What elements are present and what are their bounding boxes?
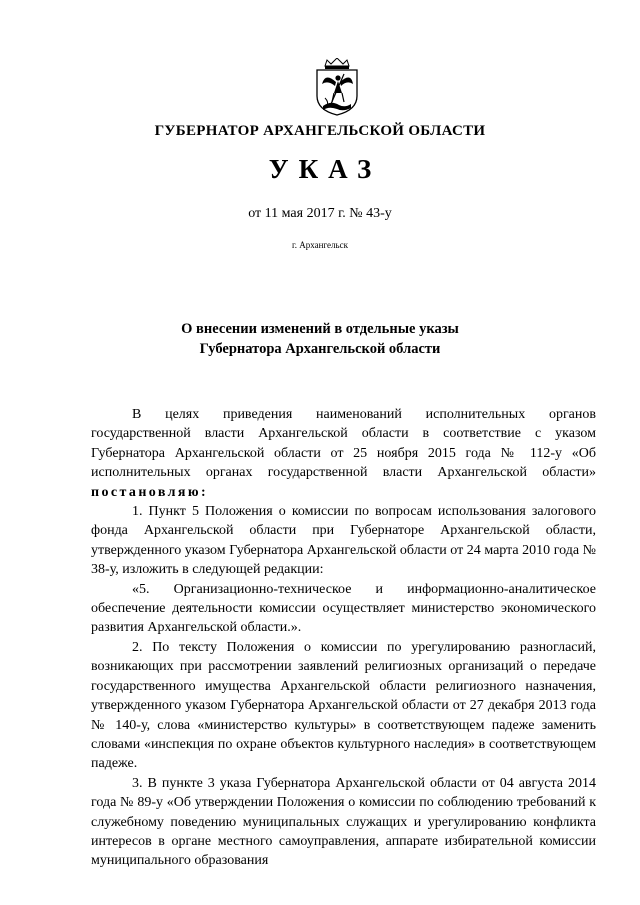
decree-word: постановляю (91, 484, 201, 500)
intro-paragraph (91, 405, 596, 502)
document-type: УКАЗ (268, 154, 382, 184)
document-place: г. Архангельск (292, 240, 348, 250)
subject-line-2: Губернатора Архангельской области (199, 341, 441, 357)
issuing-authority: ГУБЕРНАТОР АРХАНГЕЛЬСКОЙ ОБЛАСТИ (154, 123, 486, 139)
document-body (91, 405, 596, 871)
archangel-coat-of-arms-icon (313, 58, 361, 116)
intro-text: В целях приведения наименований исполнительных органов государственной власти Архангельской области в соответствие с указом Губернатора Архангельской области от 25 ноября 2015 года № 112-у «Об исполнительных органах государственной власти Архангельской области» (91, 407, 596, 481)
document-subject (0, 319, 640, 359)
item-1-quote-paragraph: «5. Организационно-техническое и информационно-аналитическое обеспечение деятельности комиссии осуществляет министерство экономического развития Архангельской области.». (91, 581, 596, 636)
document-date-number: от 11 мая 2017 г. № 43-у (248, 206, 392, 221)
item-2-paragraph: 2. По тексту Положения о комиссии по урегулированию разногласий, возникающих при рассмотрении заявлений религиозных организаций о передаче государственного имущества Архангельской области религиозного назначения, утвержденного указом Губернатора Архангельской области от 27 декабря 2013 года № 140-у, слова «министерство культуры» в соответствующем падеже заменить словами «инспекция по охране объектов культурного наследия» в соответствующем падеже. (91, 639, 596, 772)
item-3-paragraph: 3. В пункте 3 указа Губернатора Архангельской области от 04 августа 2014 года № 89-у «Об утверждении Положения о комиссии по соблюдению требований к служебному поведению муниципальных служащих и урегулированию конфликта интересов в органе местного самоуправления, аппарате избирательной комиссии муниципального образования (91, 775, 596, 869)
decree-colon: : (200, 484, 206, 500)
item-1-paragraph: 1. Пункт 5 Положения о комиссии по вопросам использования залогового фонда Архангельской области при Губернаторе Архангельской области, утвержденного указом Губернатора Архангельской области от 24 марта 2010 года № 38-у, изложить в следующей редакции: (91, 504, 596, 578)
subject-line-1: О внесении изменений в отдельные указы (181, 321, 459, 337)
